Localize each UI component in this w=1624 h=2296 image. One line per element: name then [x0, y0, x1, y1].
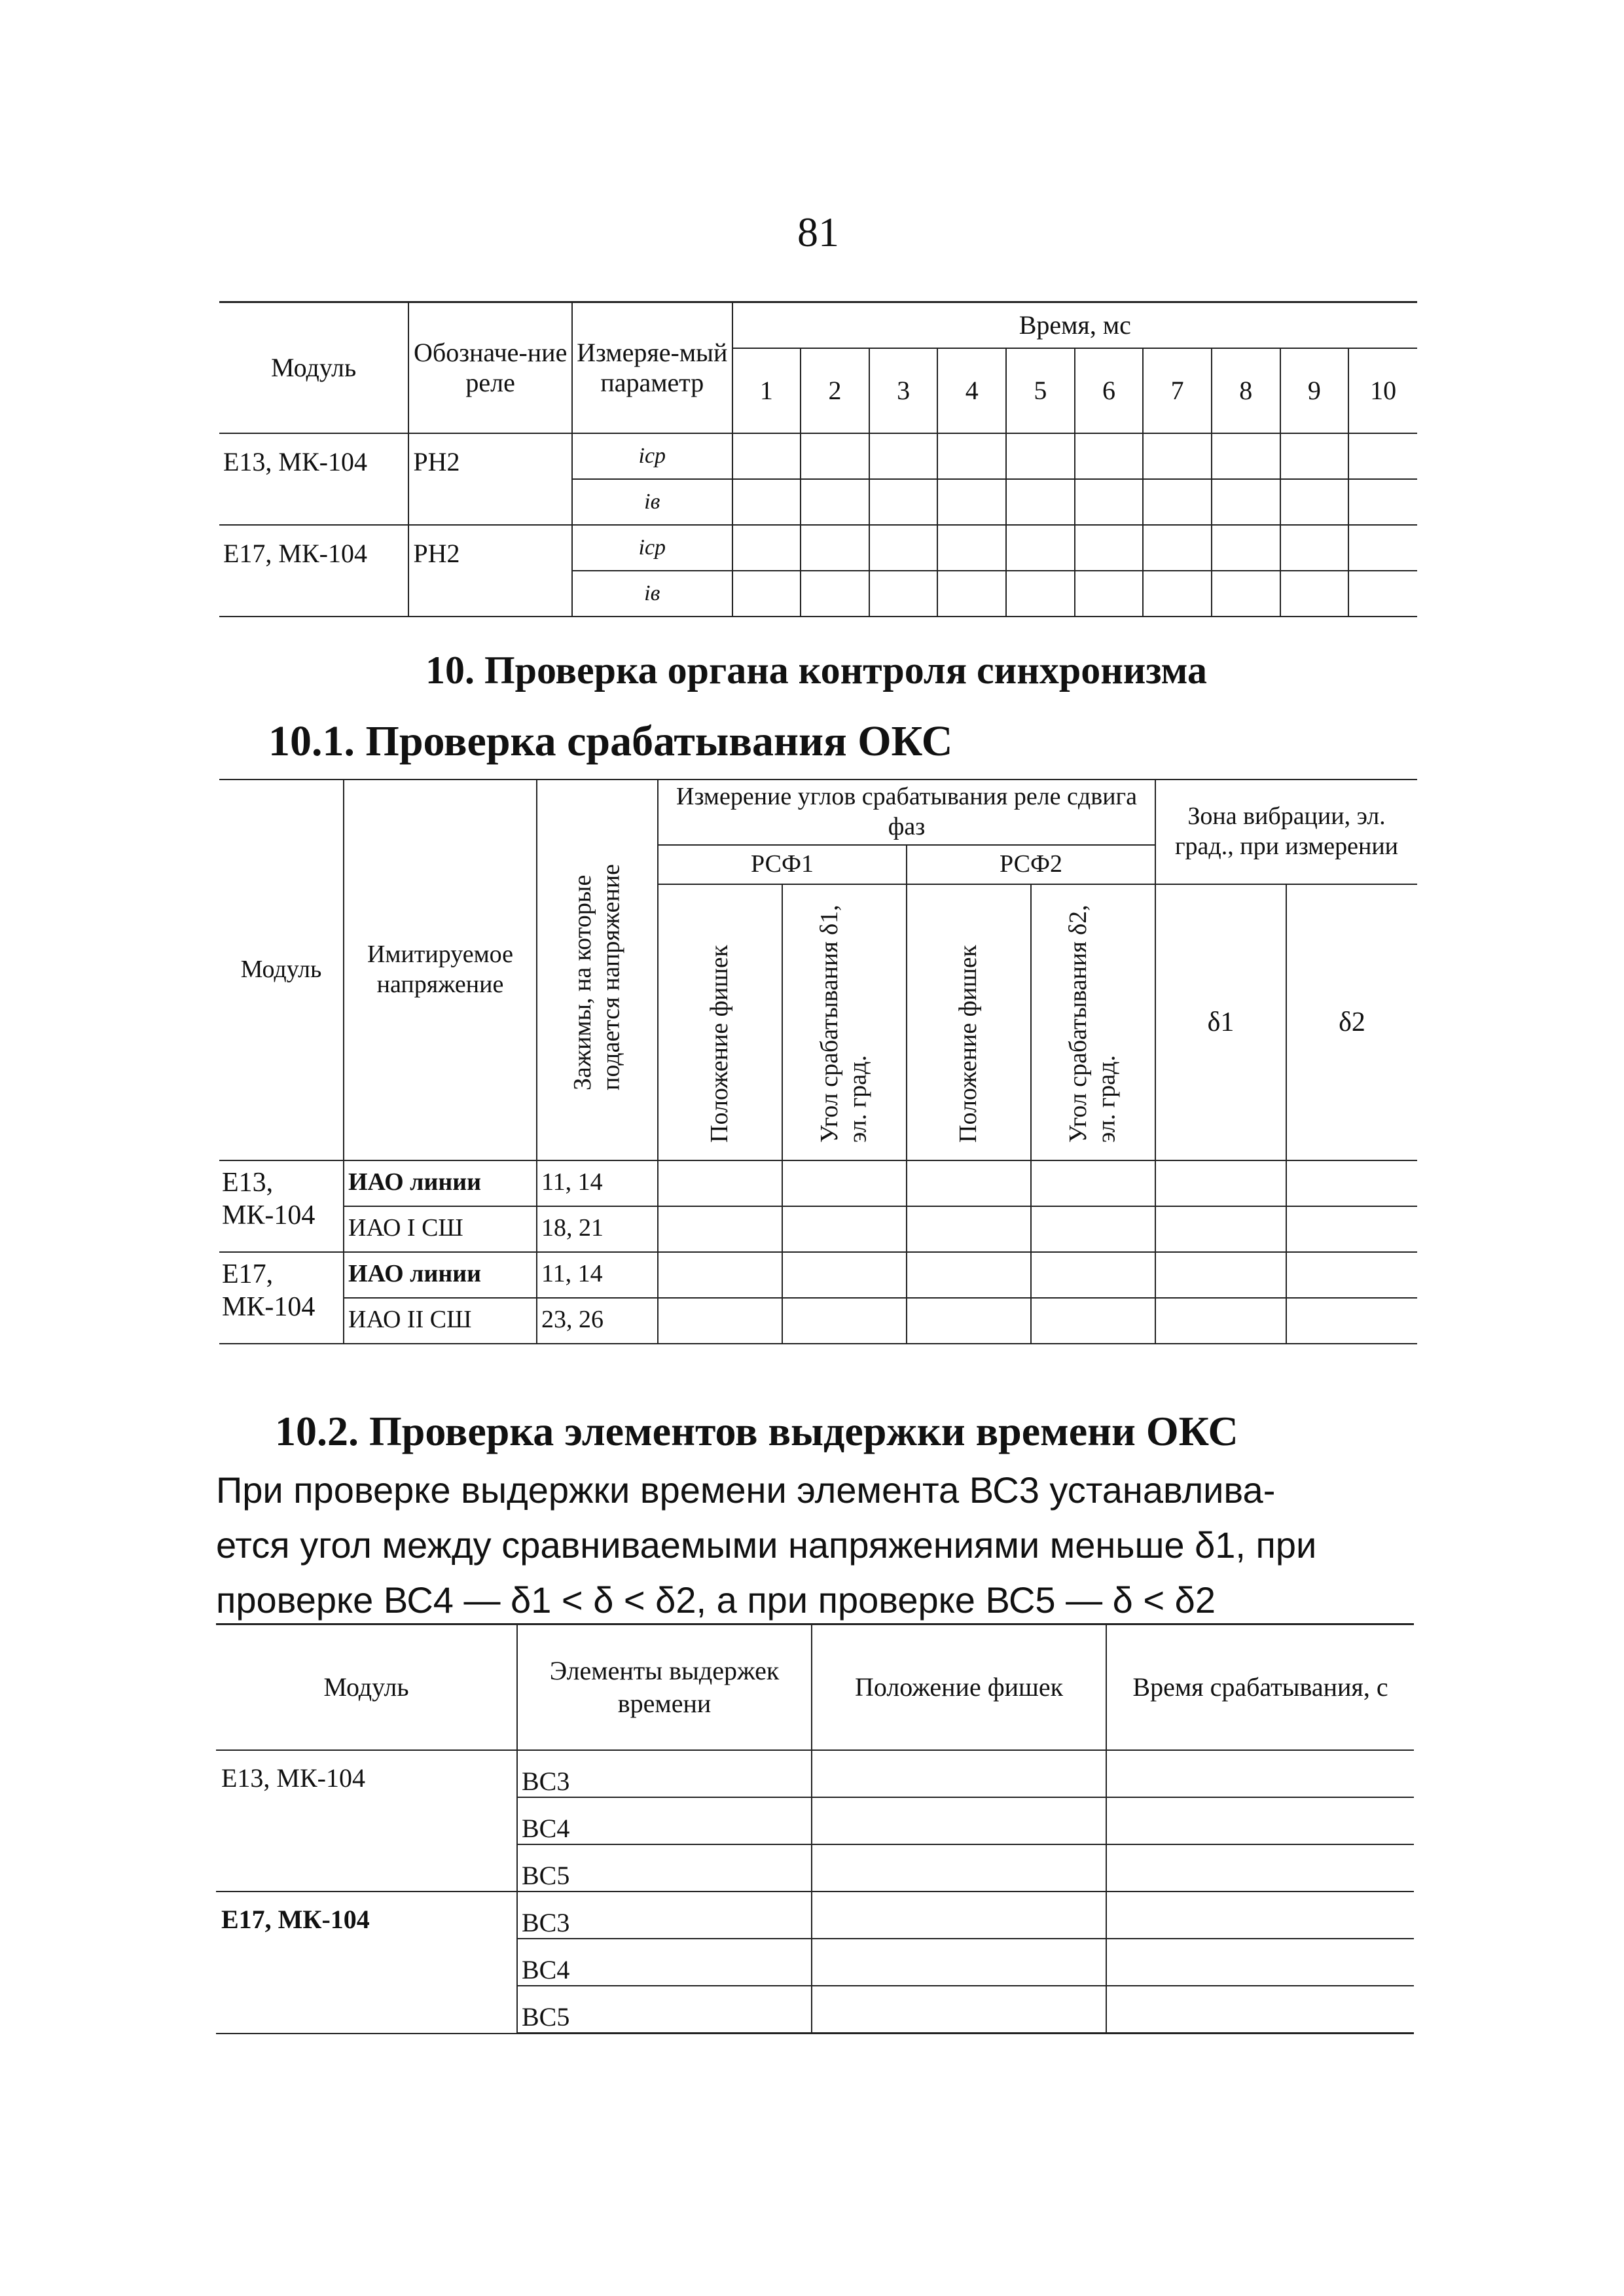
col-plug-pos-1 [658, 884, 782, 1160]
oks-trigger-table [219, 779, 1417, 1344]
voltage-cell: ИАО линии [344, 1252, 537, 1298]
terminals-cell: 23, 26 [537, 1298, 658, 1344]
time-col: 5 [1006, 348, 1075, 433]
terminals-cell: 18, 21 [537, 1206, 658, 1252]
terminals-label: Зажимы, на которые подается напряжение [568, 864, 625, 1090]
paragraph-line: проверке ВС4 — δ1 < δ < δ2, а при проверке ВС5 — δ < δ2 [216, 1579, 1216, 1621]
angle-label: Угол срабатывания δ1, эл. град. [816, 905, 872, 1143]
col-elements: Элементы выдержек времени [517, 1624, 812, 1751]
time-col: 2 [801, 348, 869, 433]
time-col: 9 [1280, 348, 1349, 433]
section-heading: 10. Проверка органа контроля синхронизма [425, 649, 1208, 692]
voltage-cell: ИАО II СШ [344, 1298, 537, 1344]
col-measure: Измерение углов срабатывания реле сдвига фаз [658, 780, 1155, 845]
time-col: 3 [869, 348, 938, 433]
col-module: Модуль [219, 302, 408, 433]
param-cell: iср [572, 525, 732, 571]
relay-time-table [219, 301, 1417, 617]
angle-label: Угол срабатывания δ2, эл. град. [1064, 905, 1121, 1143]
time-col: 8 [1212, 348, 1280, 433]
param-cell: iв [572, 571, 732, 617]
col-time: Время, мс [732, 302, 1417, 348]
element-cell: ВС4 [517, 1797, 812, 1844]
module-cell: Е17, МК-104 [219, 1252, 344, 1344]
param-cell: iср [572, 433, 732, 479]
col-relay: Обозначе-ние реле [408, 302, 572, 433]
col-d2: δ2 [1286, 884, 1417, 1160]
paragraph-line: При проверке выдержки времени элемента ВС3 устанавлива- [216, 1469, 1276, 1511]
relay-cell: РН2 [408, 433, 572, 525]
element-cell: ВС5 [517, 1986, 812, 2034]
module-cell: Е17, МК-104 [219, 525, 408, 617]
time-col: 7 [1143, 348, 1212, 433]
terminals-cell: 11, 14 [537, 1252, 658, 1298]
col-parameter: Измеряе-мый параметр [572, 302, 732, 433]
col-plug-pos-2 [907, 884, 1031, 1160]
col-voltage: Имитируемое напряжение [344, 780, 537, 1160]
col-rsf2: РСФ2 [907, 845, 1155, 884]
time-col: 6 [1075, 348, 1144, 433]
col-rsf1: РСФ1 [658, 845, 907, 884]
col-d1: δ1 [1155, 884, 1286, 1160]
element-cell: ВС3 [517, 1750, 812, 1797]
col-zone: Зона вибрации, эл. град., при измерении [1155, 780, 1417, 884]
relay-cell: РН2 [408, 525, 572, 617]
col-angle-1 [782, 884, 907, 1160]
module-cell: Е17, МК-104 [216, 1892, 517, 2034]
section-heading: 10.1. Проверка срабатывания ОКС [268, 717, 953, 765]
time-col: 4 [937, 348, 1006, 433]
paragraph-line: ется угол между сравниваемыми напряжениями меньше δ1, при [216, 1524, 1317, 1566]
time-col: 10 [1348, 348, 1417, 433]
time-delay-table [216, 1623, 1414, 2034]
col-terminals [537, 780, 658, 1160]
terminals-cell: 11, 14 [537, 1160, 658, 1206]
page-number: 81 [797, 209, 839, 255]
element-cell: ВС3 [517, 1892, 812, 1939]
plug-pos-label: Положение фишек [706, 944, 734, 1143]
voltage-cell: ИАО линии [344, 1160, 537, 1206]
element-cell: ВС4 [517, 1939, 812, 1986]
module-cell: Е13, МК-104 [219, 1160, 344, 1252]
col-plugs: Положение фишек [812, 1624, 1106, 1751]
col-module: Модуль [219, 780, 344, 1160]
plug-pos-label: Положение фишек [954, 944, 983, 1143]
col-angle-2 [1031, 884, 1155, 1160]
instruction-paragraph [216, 1463, 1414, 1628]
module-cell: Е13, МК-104 [216, 1750, 517, 1892]
col-time: Время срабатывания, с [1106, 1624, 1414, 1751]
section-heading: 10.2. Проверка элементов выдержки времени ОКС [275, 1408, 1238, 1454]
element-cell: ВС5 [517, 1844, 812, 1892]
time-col: 1 [732, 348, 801, 433]
voltage-cell: ИАО I СШ [344, 1206, 537, 1252]
col-module: Модуль [216, 1624, 517, 1751]
module-cell: Е13, МК-104 [219, 433, 408, 525]
param-cell: iв [572, 479, 732, 525]
